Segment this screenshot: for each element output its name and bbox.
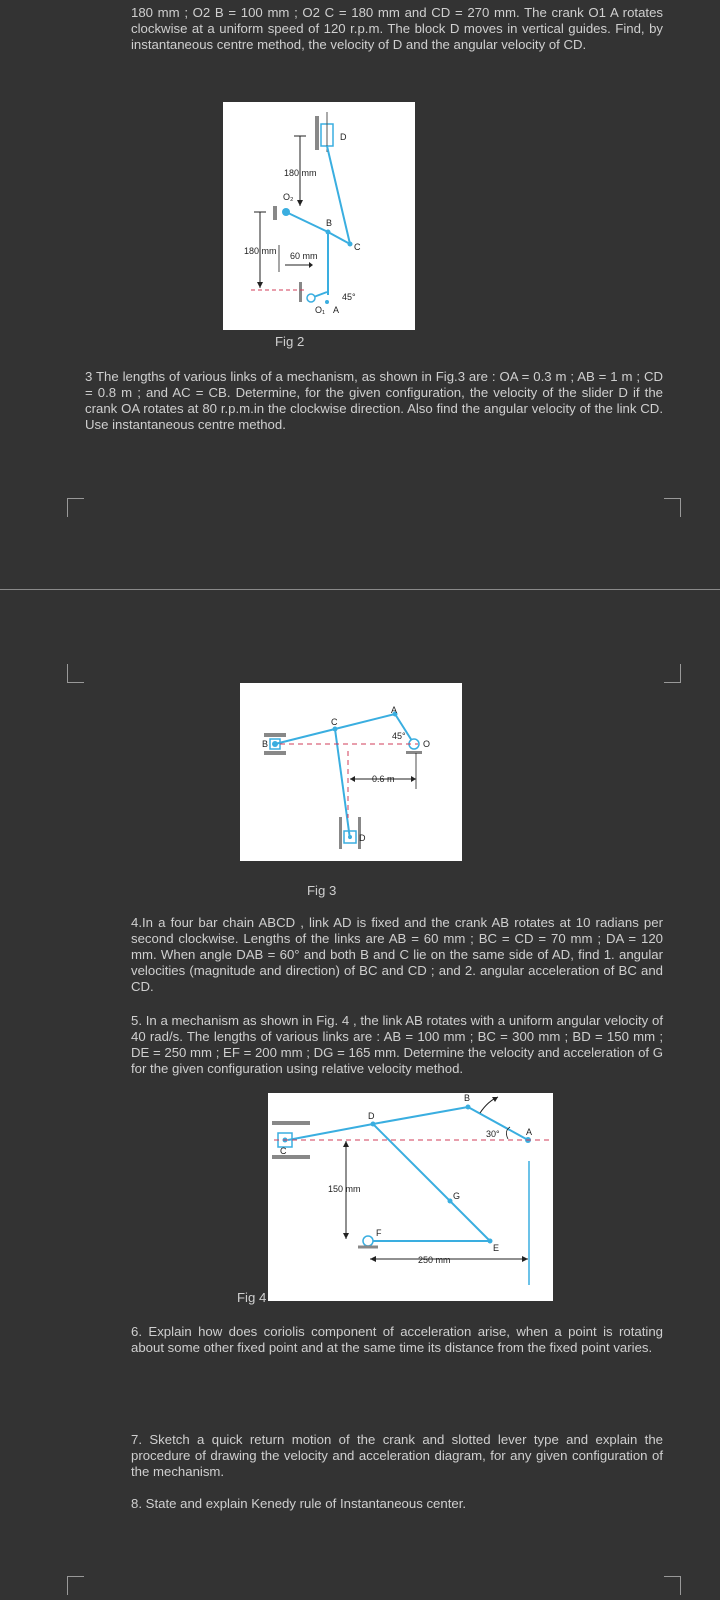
page-corner-mark (664, 498, 681, 517)
page-corner-mark (664, 664, 681, 683)
fig4-dim-250: 250 mm (418, 1255, 451, 1265)
figure-2 (223, 102, 415, 330)
fig2-angle-45: 45° (342, 292, 356, 302)
question-5-text: 5. In a mechanism as shown in Fig. 4 , the link AB rotates with a uniform angular velocity of 40 rad/s. The lengths of various links are : AB = 100 mm ; BC = 300 mm ; BD = 150 mm ; DE = 250 mm ; EF = 200 mm ; DG = 165 mm. Determine the velocity and acceleration of G for the given configuration using relative velocity method. (131, 1013, 663, 1076)
fig2-label-a: A (333, 305, 340, 315)
fig4-label-e: E (493, 1243, 500, 1253)
fig2-caption: Fig 2 (275, 334, 305, 349)
fig3-label-a: A (391, 705, 398, 715)
fig3-label-c: C (331, 717, 338, 727)
fig3-caption: Fig 3 (307, 883, 337, 898)
fig2-dim-180-left: 180 mm (244, 246, 277, 256)
fig2-dim-60: 60 mm (290, 251, 318, 261)
question-3-text: 3 The lengths of various links of a mechanism, as shown in Fig.3 are : OA = 0.3 m ; AB = 1 m ; CD = 0.8 m ; and AC = CB. Determine, for the given configuration, the velocity of the slider D if the crank OA rotates at 80 r.p.m.in the clockwise direction. Also find the angular velocity of the link CD. Use instantaneous centre method. (85, 369, 663, 432)
question-6-text: 6. Explain how does coriolis component of acceleration arise, when a point is rotating about some other fixed point and at the same time its distance from the fixed point varies. (131, 1324, 663, 1355)
fig3-label-b: B (262, 739, 269, 749)
question-4-text: 4.In a four bar chain ABCD , link AD is fixed and the crank AB rotates at 10 radians per second clockwise. Lengths of the links are AB = 60 mm ; BC = CD = 70 mm ; DA = 120 mm. When angle DAB = 60° and both B and C lie on the same side of AD, find 1. angular velocities (magnitude and direction) of BC and CD ; and 2. angular acceleration of BC and CD. (131, 915, 663, 994)
fig2-label-o1: O₁ (315, 305, 326, 315)
page-divider (0, 589, 720, 590)
fig2-dim-180-top: 180 mm (284, 168, 317, 178)
question-8-text: 8. State and explain Kenedy rule of Instantaneous center. (131, 1496, 467, 1511)
page-corner-mark (67, 498, 84, 517)
fig3-angle-45: 45° (392, 731, 406, 741)
question-2-text: 180 mm ; O2 B = 100 mm ; O2 C = 180 mm and CD = 270 mm. The crank O1 A rotates clockwise at a uniform speed of 120 r.p.m. The block D moves in vertical guides. Find, by instantaneous centre method, the velocity of D and the angular velocity of CD. (131, 5, 663, 52)
fig3-label-o: O (423, 739, 431, 749)
figure-3 (240, 683, 462, 861)
question-7-text: 7. Sketch a quick return motion of the crank and slotted lever type and explain the procedure of drawing the velocity and acceleration diagram, for any given configuration of the mechanism. (131, 1432, 663, 1479)
fig2-label-o2: O₂ (283, 192, 294, 202)
fig2-label-d: D (340, 132, 347, 142)
fig4-label-g: G (453, 1191, 461, 1201)
fig2-label-c: C (354, 242, 361, 252)
fig3-label-d: D (359, 833, 366, 843)
fig4-dim-150: 150 mm (328, 1184, 361, 1194)
fig4-label-b: B (464, 1093, 471, 1103)
fig2-label-b: B (326, 218, 333, 228)
fig4-label-f: F (376, 1228, 382, 1238)
fig4-angle-30: 30° (486, 1129, 500, 1139)
fig3-dim-0-6m: 0.6 m (372, 774, 395, 784)
fig4-caption: Fig 4 (237, 1290, 267, 1305)
figure-4 (268, 1093, 553, 1301)
fig4-label-c: C (280, 1146, 287, 1156)
page-corner-mark (67, 1576, 84, 1595)
fig4-label-a: A (526, 1127, 533, 1137)
page-corner-mark (67, 664, 84, 683)
fig4-label-d: D (368, 1111, 375, 1121)
page-corner-mark (664, 1576, 681, 1595)
